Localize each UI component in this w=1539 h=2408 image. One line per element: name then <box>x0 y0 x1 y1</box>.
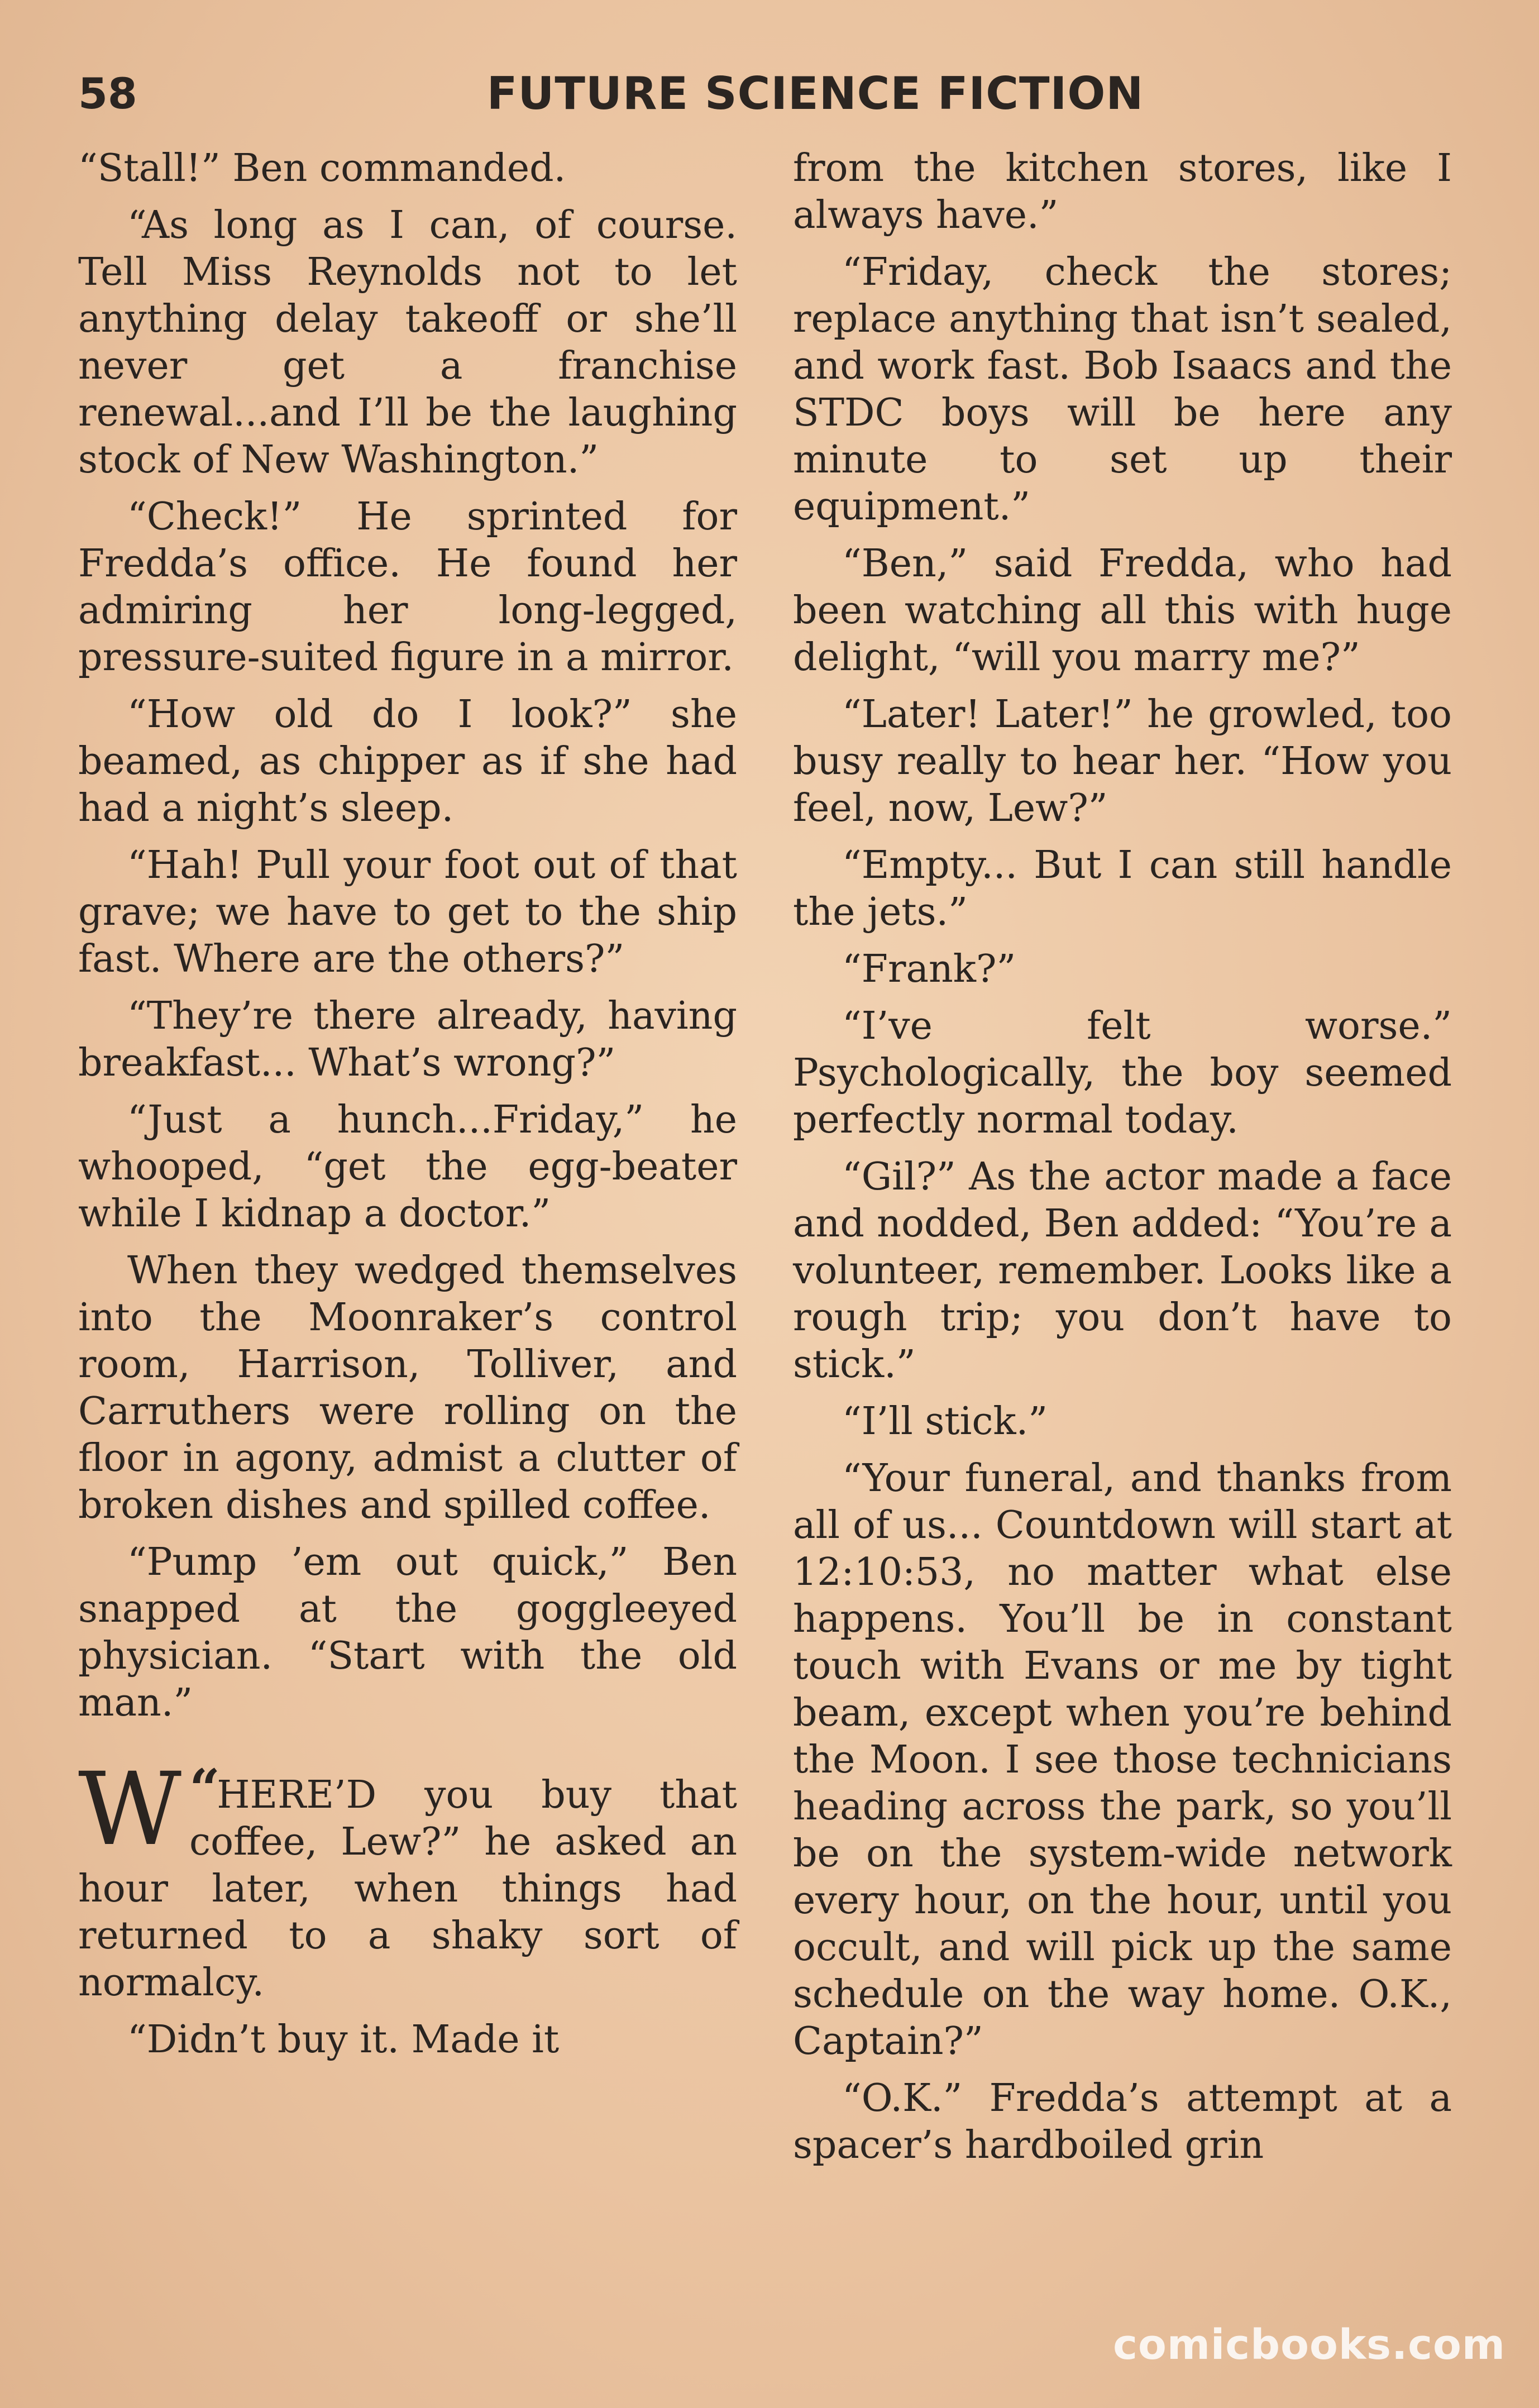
paragraph: “Just a hunch...Friday,” he whooped, “get the egg-beater while I kidnap a doctor.” <box>78 1098 737 1236</box>
paragraph: When they wedged themselves into the Moonraker’s control room, Harrison, Tolliver, and Carruthers were rolling on the floor in agony, admist a clutter of broken dishes and spilled coffee. <box>78 1249 737 1527</box>
paragraph: “Pump ’em out quick,” Ben snapped at the goggleeyed physician. “Start with the old man.” <box>78 1540 737 1725</box>
section-opening-text: HERE’D you buy that coffee, Lew?” he asked an hour later, when things had returned to a shaky sort of normalcy. <box>78 1773 737 2005</box>
watermark: comicbooks.com <box>1113 2321 1505 2369</box>
paragraph: “Friday, check the stores; replace anything that isn’t sealed, and work fast. Bob Isaacs and the STDC boys will be here any minute to set up their equipment.” <box>793 250 1452 529</box>
page-header <box>78 66 1469 122</box>
paragraph: “Ben,” said Fredda, who had been watching all this with huge delight, “will you marry me?” <box>793 542 1452 680</box>
paragraph: “Empty... But I can still handle the jets.” <box>793 843 1452 934</box>
paragraph: from the kitchen stores, like I always have.” <box>793 146 1452 237</box>
drop-cap-quote: “ <box>189 1757 217 1821</box>
paragraph: “Check!” He sprinted for Fredda’s office. He found her admiring her long-legged, pressure-suited figure in a mirror. <box>78 495 737 680</box>
page-number: 58 <box>78 69 137 118</box>
right-column <box>793 145 1452 2179</box>
paragraph: “Didn’t buy it. Made it <box>127 2018 560 2062</box>
section-opening-paragraph <box>78 1751 737 2006</box>
paragraph: “I’ve felt worse.” Psychologically, the boy seemed perfectly normal today. <box>793 1004 1452 1142</box>
paragraph: “As long as I can, of course. Tell Miss Reynolds not to let anything delay takeoff or she’ll never get a franchise renewal...and I’ll be the laughing stock of New Washington.” <box>78 203 737 482</box>
paragraph: “Stall!” Ben commanded. <box>78 146 566 190</box>
paragraph: “O.K.” Fredda’s attempt at a spacer’s hardboiled grin <box>793 2076 1452 2167</box>
paragraph: “How old do I look?” she beamed, as chipper as if she had had a night’s sleep. <box>78 692 737 830</box>
paragraph: “I’ll stick.” <box>842 1399 1048 1444</box>
paragraph: “Gil?” As the actor made a face and nodded, Ben added: “You’re a volunteer, remember. Looks like a rough trip; you don’t have to stick.” <box>793 1155 1452 1387</box>
running-title: FUTURE SCIENCE FICTION <box>486 68 1144 120</box>
drop-cap-letter: W <box>78 1751 182 1868</box>
paragraph: “They’re there already, having breakfast... What’s wrong?” <box>78 994 737 1085</box>
paragraph: “Frank?” <box>842 947 1016 991</box>
left-column <box>78 145 737 2073</box>
paragraph: “Your funeral, and thanks from all of us... Countdown will start at 12:10:53, no matter what else happens. You’ll be in constant touch with Evans or me by tight beam, except when you’re behind the Moon. I see those technicians heading across the park, so you’ll be on the system-wide network every hour, on the hour, until you occult, and will pick up the same schedule on the way home. O.K., Captain?” <box>793 1456 1452 2063</box>
paragraph: “Later! Later!” he growled, too busy really to hear her. “How you feel, now, Lew?” <box>793 692 1452 830</box>
paragraph: “Hah! Pull your foot out of that grave; we have to get to the ship fast. Where are the others?” <box>78 843 737 981</box>
